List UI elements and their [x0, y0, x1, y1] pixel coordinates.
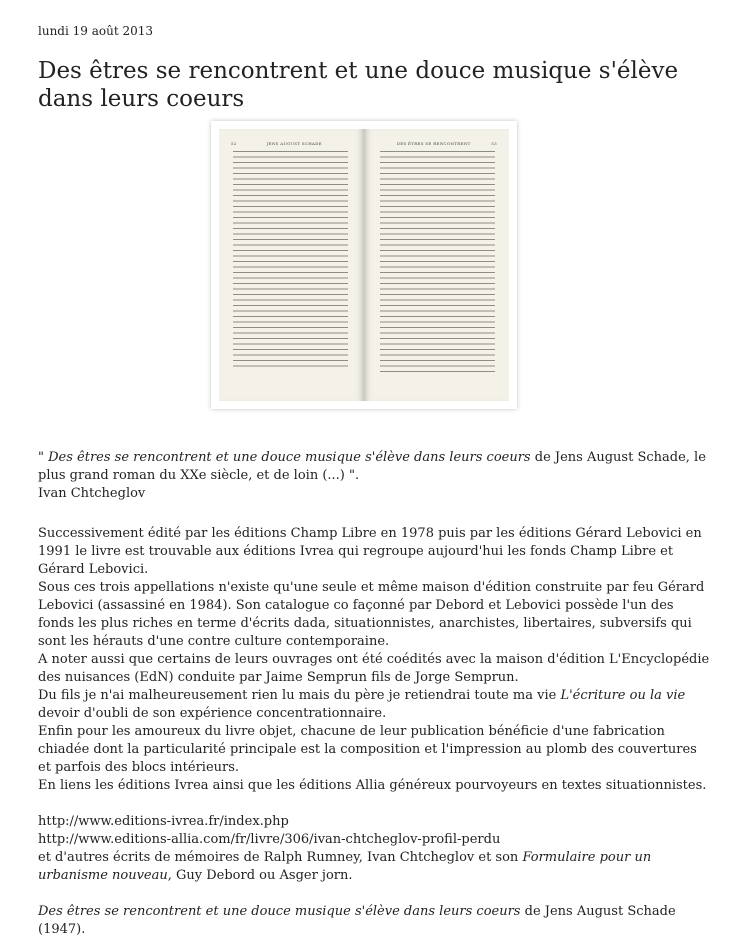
quote-book-title: Des êtres se rencontrent et une douce musique s'élève dans leurs coeurs: [48, 450, 531, 465]
body-paragraph-4: Du fils je n'ai malheureusement rien lu mais du père je retiendrai toute ma vie L'écriture ou la vie devoir d'oubli de son expérience concentrationnaire.: [38, 688, 686, 721]
body-paragraph-1: Successivement édité par les éditions Champ Libre en 1978 puis par les éditions Gérard Lebovici en 1991 le livre est trouvable aux éditions Ivrea qui regroupe aujourd'hui les fonds Champ Libre et Gérard Lebovici.: [38, 526, 702, 577]
right-page-text: [380, 151, 495, 373]
book-left-page: [219, 129, 364, 401]
body-paragraph-3: A noter aussi que certains de leurs ouvrages ont été coédités avec la maison d'édition L'Encyclopédie des nuisances (EdN) conduite par Jaime Semprun fils de Jorge Semprun.: [38, 652, 710, 685]
left-page-number: 52: [231, 141, 237, 146]
quote-author: Ivan Chtcheglov: [38, 486, 146, 501]
body-paragraph-2: Sous ces trois appellations n'existe qu'une seule et même maison d'édition construite par feu Gérard Lebovici (assassiné en 1984). Son catalogue co façonné par Debord et Lebovici possède l'un des fonds les plus riches en terme d'écrits dada, situationnistes, anarchistes, libertaires, subversifs qui sont les hérauts d'une contre culture contemporaine.: [38, 580, 705, 649]
book-photo[interactable]: [211, 121, 517, 409]
body-paragraph-6: En liens les éditions Ivrea ainsi que les éditions Allia généreux pourvoyeurs en textes situationnistes.: [38, 778, 707, 793]
link-ivrea[interactable]: http://www.editions-ivrea.fr/index.php: [38, 814, 289, 829]
left-page-header: JENS AUGUST SCHADE: [266, 141, 322, 146]
post-title: Des êtres se rencontrent et une douce musique s'élève dans leurs coeurs: [38, 58, 679, 112]
post-date: lundi 19 août 2013: [38, 24, 153, 38]
book-right-page: [364, 129, 509, 401]
book-title-ecriture: L'écriture ou la vie: [560, 688, 686, 703]
body-paragraph-5: Enfin pour les amoureux du livre objet, chacune de leur publication bénéficie d'une fabrication chiadée dont la particularité principale est la composition et l'impression au plomb des couvertures et parfois des blocs intérieurs.: [38, 724, 697, 775]
quote-paragraph: " Des êtres se rencontrent et une douce musique s'élève dans leurs coeurs de Jens August Schade, le plus grand roman du XXe siècle, et de loin (...) ".: [38, 450, 706, 483]
post-body: [38, 449, 712, 939]
link-allia[interactable]: http://www.editions-allia.com/fr/livre/306/ivan-chtcheglov-profil-perdu: [38, 832, 501, 847]
right-page-header: DES ÊTRES SE RENCONTRENT: [396, 141, 471, 146]
closing-paragraph: Des êtres se rencontrent et une douce musique s'élève dans leurs coeurs de Jens August Schade (1947).: [38, 904, 676, 937]
left-page-text: [233, 151, 348, 369]
closing-book-title: Des êtres se rencontrent et une douce musique s'élève dans leurs coeurs: [38, 904, 521, 919]
book-title-formulaire: Formulaire pour un urbanisme nouveau: [38, 850, 652, 883]
writings-paragraph: et d'autres écrits de mémoires de Ralph Rumney, Ivan Chtcheglov et son Formulaire pour un urbanisme nouveau, Guy Debord ou Asger jorn.: [38, 850, 652, 883]
open-book: [219, 129, 509, 401]
right-page-number: 53: [491, 141, 497, 146]
